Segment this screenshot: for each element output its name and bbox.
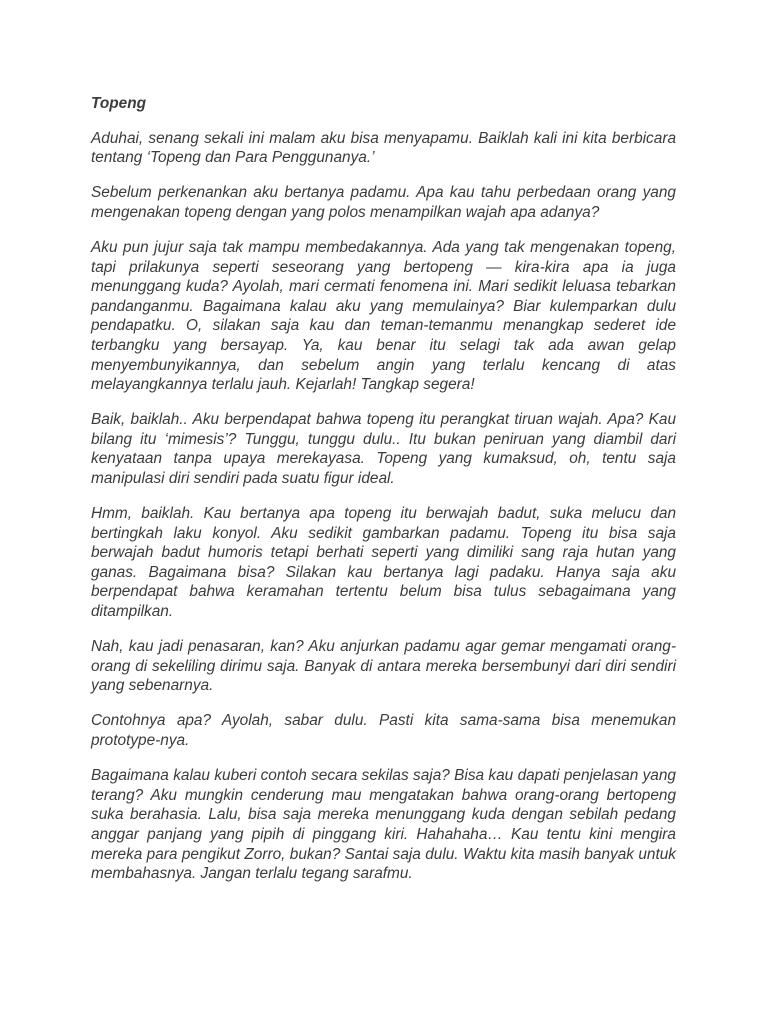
paragraph-5: Hmm, baiklah. Kau bertanya apa topeng itu berwajah badut, suka melucu dan bertingkah laku konyol. Aku sedikit gambarkan padamu. Topeng itu bisa saja berwajah badut humoris tetapi berhati seperti yang dimiliki sang raja hutan yang ganas. Bagaimana bisa? Silakan kau bertanya lagi padaku. Hanya saja aku berpendapat bahwa keramahan tertentu belum bisa tulus sebagaimana yang ditampilkan. — [91, 505, 676, 621]
paragraph-1: Aduhai, senang sekali ini malam aku bisa menyapamu. Baiklah kali ini kita berbicara tentang ‘Topeng dan Para Penggunanya.’ — [91, 129, 676, 167]
paragraph-8: Bagaimana kalau kuberi contoh secara sekilas saja? Bisa kau dapati penjelasan yang terang? Aku mungkin cenderung mau mengatakan bahwa orang-orang bertopeng suka berahasia. Lalu, bisa saja mereka menunggang kuda dengan sebilah pedang anggar panjang yang pipih di pinggang kiri. Hahahaha… Kau tentu kini mengira mereka para pengikut Zorro, bukan? Santai saja dulu. Waktu kita masih banyak untuk membahasnya. Jangan terlalu tegang sarafmu. — [91, 767, 676, 883]
paragraph-3: Aku pun jujur saja tak mampu membedakannya. Ada yang tak mengenakan topeng, tapi prilakunya seperti seseorang yang bertopeng — kira-kira apa ia juga menunggang kuda? Ayolah, mari cermati fenomena ini. Mari sedikit leluasa tebarkan pandanganmu. Bagaimana kalau aku yang memulainya? Biar kulemparkan dulu pendapatku. O, silakan saja kau dan teman-temanmu menangkap sederet ide terbangku yang bersayap. Ya, kau benar itu selagi tak ada awan gelap menyembunyikannya, dan sebelum angin yang terlalu kencang di atas melayangkannya terlalu jauh. Kejarlah! Tangkap segera! — [91, 238, 676, 394]
paragraph-7: Contohnya apa? Ayolah, sabar dulu. Pasti kita sama-sama bisa menemukan prototype-nya. — [91, 712, 676, 750]
paragraph-2: Sebelum perkenankan aku bertanya padamu. Apa kau tahu perbedaan orang yang mengenakan topeng dengan yang polos menampilkan wajah apa adanya? — [91, 184, 676, 221]
paragraph-6: Nah, kau jadi penasaran, kan? Aku anjurkan padamu agar gemar mengamati orang-orang di sekeliling dirimu saja. Banyak di antara mereka bersembunyi dari diri sendiri yang sebenarnya. — [91, 638, 676, 695]
document-page — [91, 94, 676, 899]
document-title: Topeng — [91, 95, 146, 112]
paragraph-4: Baik, baiklah.. Aku berpendapat bahwa topeng itu perangkat tiruan wajah. Apa? Kau bilang itu ‘mimesis’? Tunggu, tunggu dulu.. Itu bukan peniruan yang diambil dari kenyataan tanpa upaya merekayasa. Topeng yang kumaksud, oh, tentu saja manipulasi diri sendiri pada suatu figur ideal. — [91, 411, 676, 487]
